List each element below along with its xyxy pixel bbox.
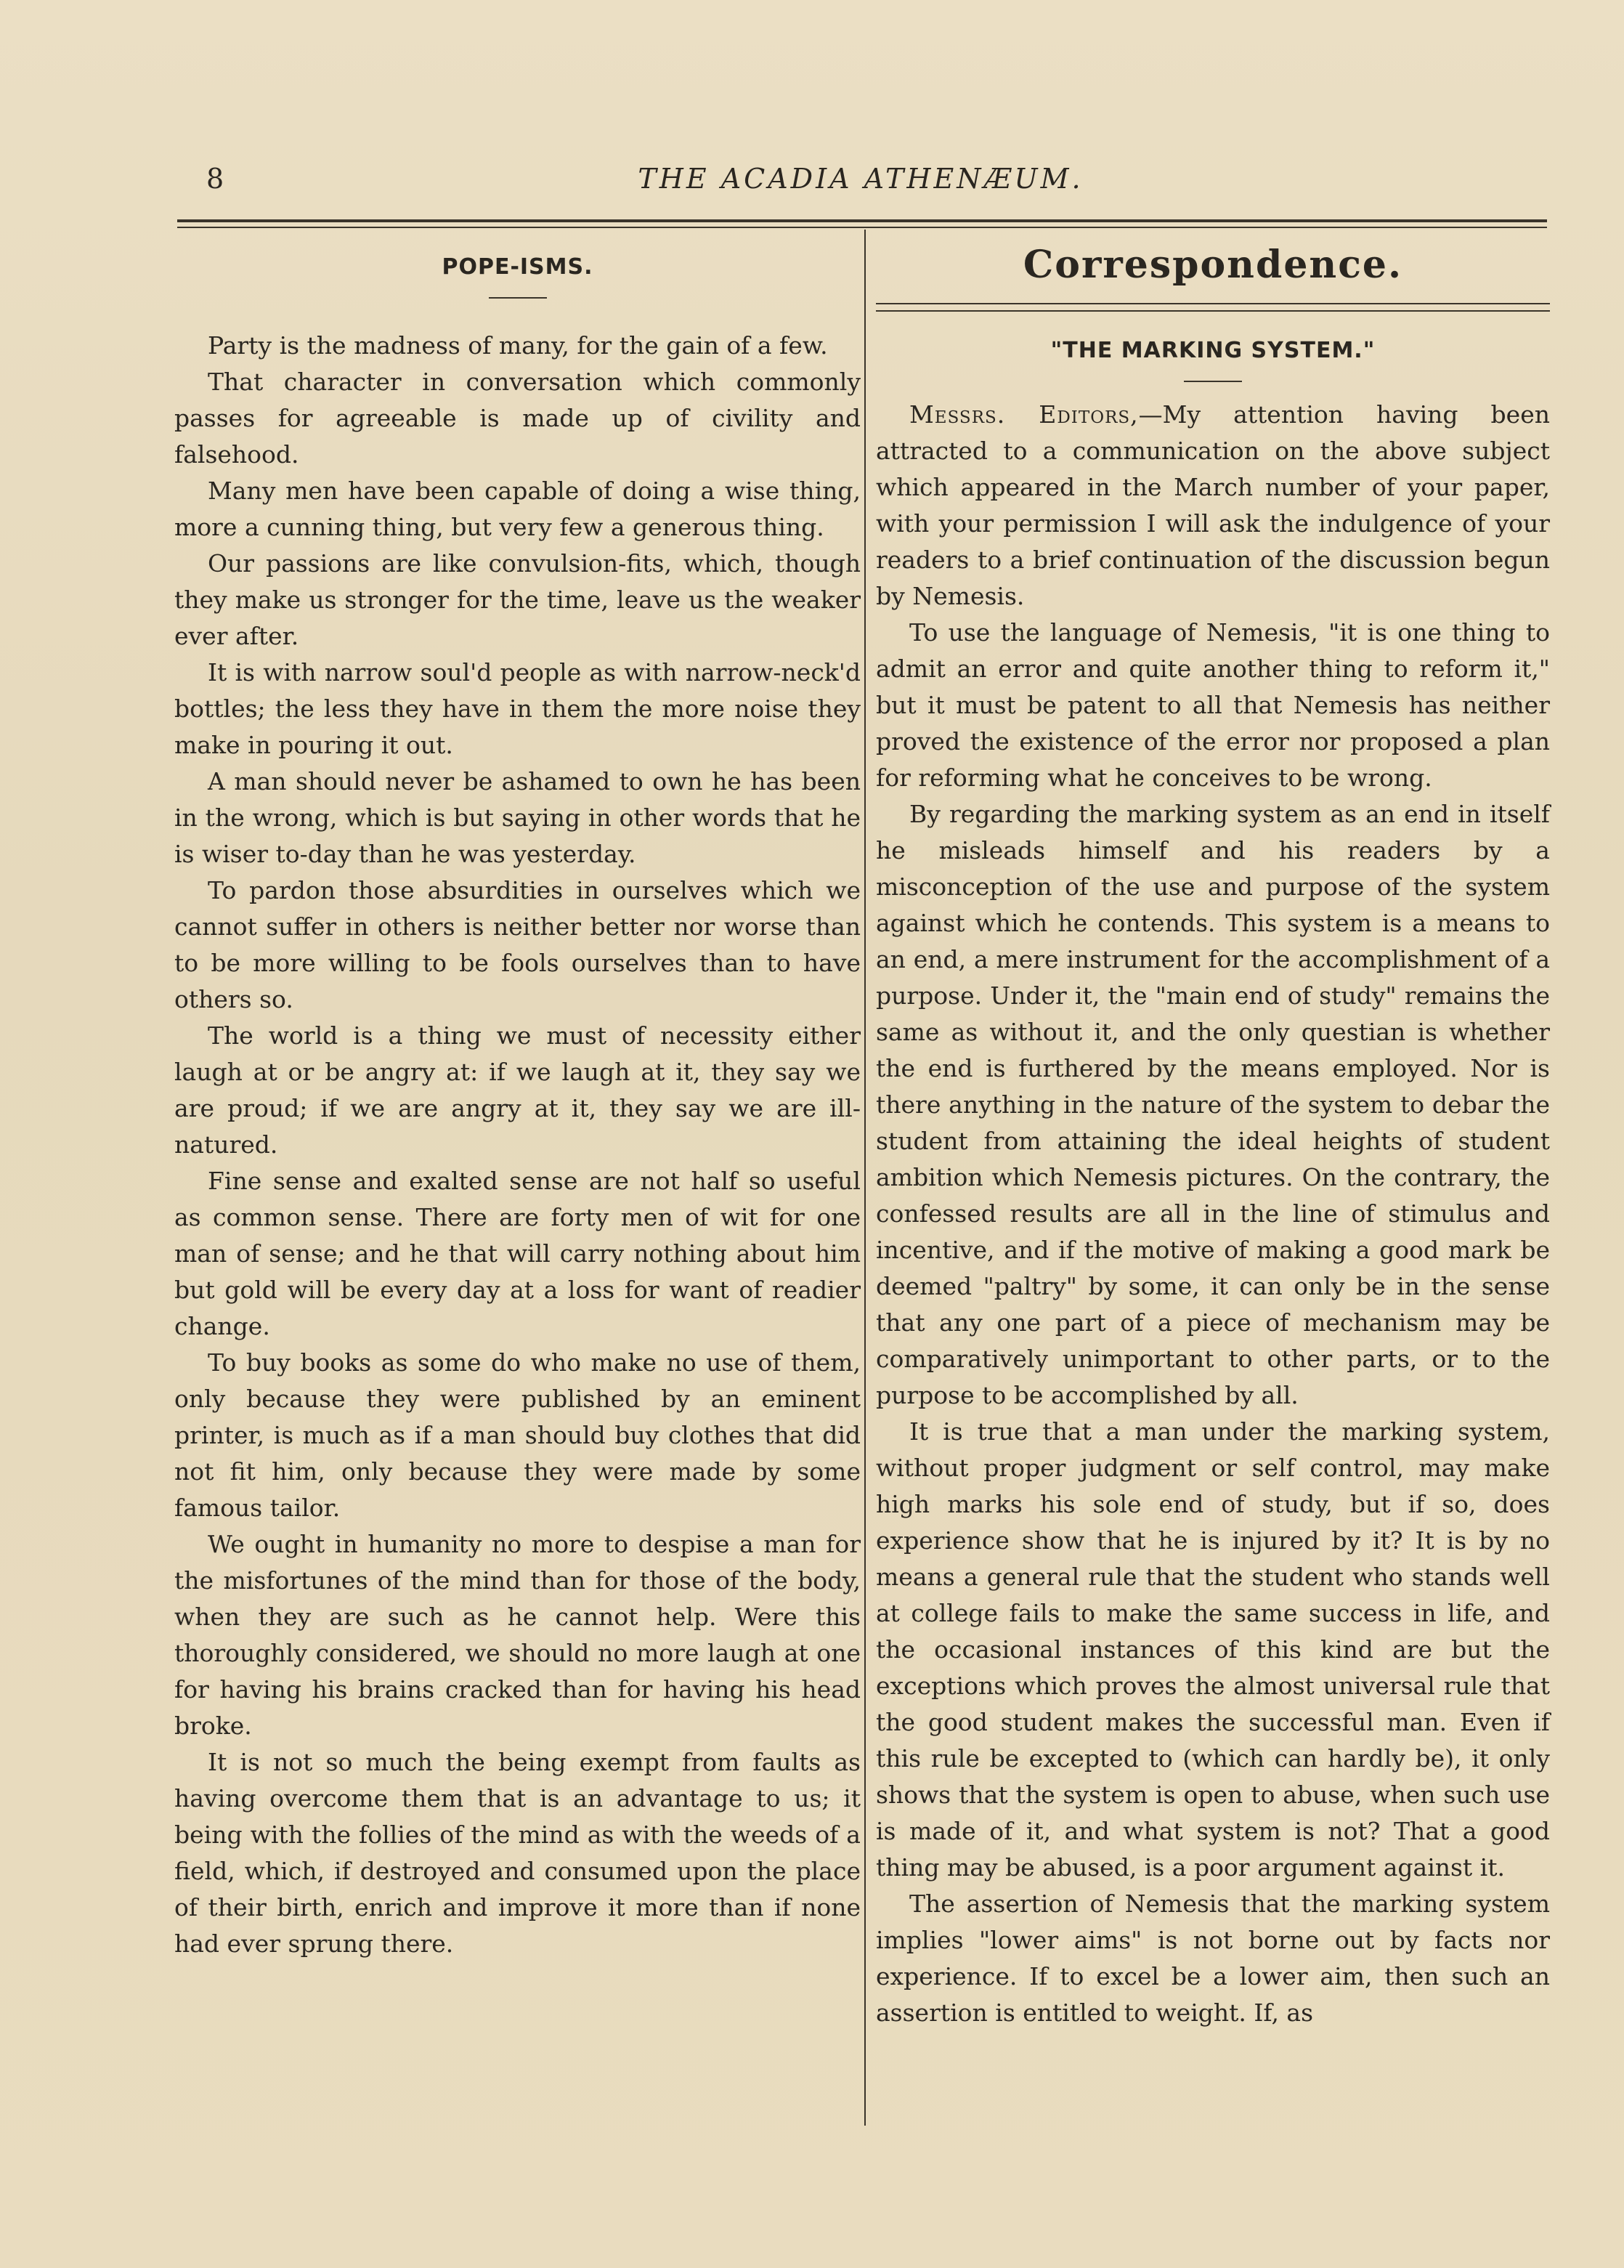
header-rule-bottom [177, 227, 1547, 228]
section-double-rule [876, 303, 1550, 312]
page-header [174, 163, 1547, 206]
marking-system-heading: "THE MARKING SYSTEM." [1050, 338, 1376, 363]
paragraph [876, 397, 1550, 615]
paragraph: Fine sense and exalted sense are not half so useful as common sense. There are forty men of wit for one man of sense; and he that will carry nothing about him but gold will be every day at a loss for want of readier change. [174, 1167, 861, 1340]
correspondence-title: Correspondence. [1023, 243, 1403, 287]
pope-isms-body [174, 328, 861, 1962]
marking-system-body [876, 397, 1550, 2031]
paragraph-text: —My attention having been attracted to a communication on the above subject which appeared in the March number of your paper, with your permission I will ask the indulgence of your readers to a brief continuation of the discussion begun by Nemesis. [876, 400, 1550, 610]
paragraph: Party is the madness of many, for the gain of a few. [208, 331, 828, 360]
pope-isms-heading: POPE-ISMS. [442, 254, 593, 280]
paragraph: Many men have been capable of doing a wise thing, more a cunning thing, but very few a generous thing. [174, 477, 861, 541]
paragraph: By regarding the marking system as an end in itself he misleads himself and his readers by a misconception of the use and purpose of the system against which he contends. This system is a means to an end, a mere instrument for the accomplishment of a purpose. Under it, the "main end of study" remains the same as without it, and the only questian is whether the end is furthered by the means employed. Nor is there anything in the nature of the system to debar the student from attaining the ideal heights of student ambition which Nemesis pictures. On the contrary, the confessed results are all in the line of stimulus and incentive, and if the motive of making a good mark be deemed "paltry" by some, it can only be in the sense that any one part of a piece of mechanism may be comparatively unimportant to other parts, or to the purpose to be accomplished by all. [876, 800, 1550, 1409]
paragraph: We ought in humanity no more to despise a man for the misfortunes of the mind than for those of the body, when they are such as he cannot help. Were this thoroughly considered, we should no more laugh at one for having his brains cracked than for having his head broke. [174, 1530, 861, 1740]
paragraph: To buy books as some do who make no use of them, only because they were published by an eminent printer, is much as if a man should buy clothes that did not fit him, only because they were made by some famous tailor. [174, 1348, 861, 1522]
heading-divider [489, 297, 547, 299]
paragraph: The world is a thing we must of necessity either laugh at or be angry at: if we laugh at it, they say we are proud; if we are angry at it, they say we are ill-natured. [174, 1021, 861, 1159]
paragraph: That character in conversation which commonly passes for agreeable is made up of civility and falsehood. [174, 368, 861, 469]
paragraph: It is not so much the being exempt from faults as having overcome them that is an advantage to us; it being with the follies of the mind as with the weeds of a field, which, if destroyed and consumed upon the place of their birth, enrich and improve it more than if none had ever sprung there. [174, 1748, 861, 1958]
header-rule-top [177, 219, 1547, 222]
page-number: 8 [206, 163, 224, 195]
paragraph: A man should never be ashamed to own he has been in the wrong, which is but saying in other words that he is wiser to-day than he was yesterday. [174, 767, 861, 868]
salutation: Messrs. Editors, [909, 400, 1139, 429]
paragraph: It is with narrow soul'd people as with narrow-neck'd bottles; the less they have in them the more noise they make in pouring it out. [174, 658, 861, 759]
paragraph: The assertion of Nemesis that the marking system implies "lower aims" is not borne out by facts nor experience. If to excel be a lower aim, then such an assertion is entitled to weight. If, as [876, 1890, 1550, 2027]
running-title: THE ACADIA ATHENÆUM. [638, 163, 1084, 195]
paragraph: It is true that a man under the marking system, without proper judgment or self control, may make high marks his sole end of study, but if so, does experience show that he is injured by it? It is by no means a general rule that the student who stands well at college fails to make the same success in life, and the occasional instances of this kind are but the exceptions which proves the almost universal rule that the good student makes the successful man. Even if this rule be excepted to (which can hardly be), it only shows that the system is open to abuse, when such use is made of it, and what system is not? That a good thing may be abused, is a poor argument against it. [876, 1417, 1550, 1882]
right-column [876, 240, 1550, 2031]
paragraph: To pardon those absurdities in ourselves which we cannot suffer in others is neither better nor worse than to be more willing to be fools ourselves than to have others so. [174, 876, 861, 1013]
paragraph: Our passions are like convulsion-fits, which, though they make us stronger for the time, leave us the weaker ever after. [174, 549, 861, 650]
heading-divider [1184, 381, 1242, 382]
left-column [174, 240, 861, 1962]
paragraph: To use the language of Nemesis, "it is one thing to admit an error and quite another thing to reform it," but it must be patent to all that Nemesis has neither proved the existence of the error nor proposed a plan for reforming what he conceives to be wrong. [876, 618, 1550, 792]
column-divider [864, 230, 866, 2126]
